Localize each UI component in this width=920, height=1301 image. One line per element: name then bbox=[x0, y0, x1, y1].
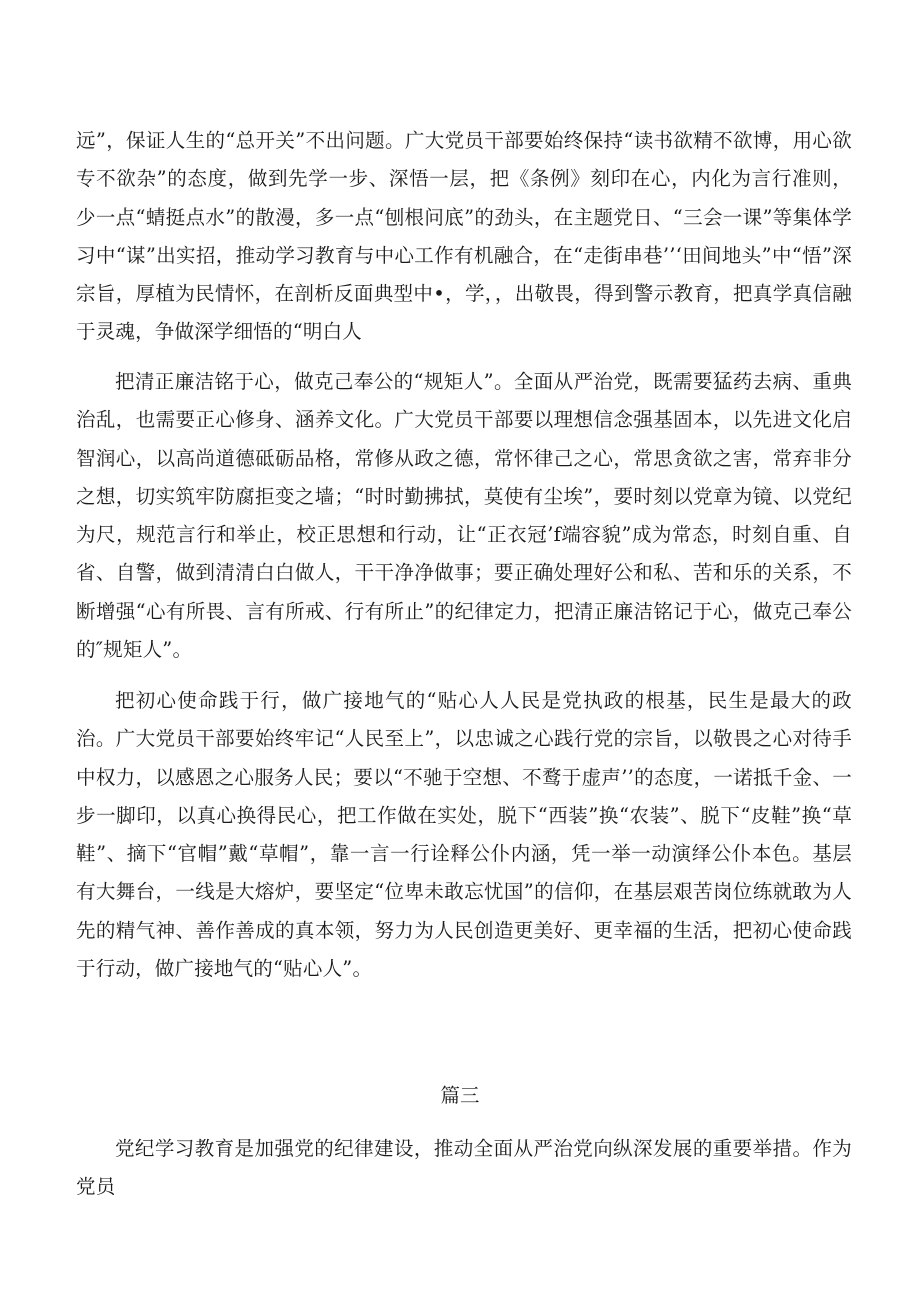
paragraph-1: 远”，保证人生的“总开关”不出问题。广大党员干部要始终保持“读书欲精不欲博，用心欲专不欲杂”的态度，做到先学一步、深悟一层，把《条例》刻印在心，内化为言行准则，少一点“蜻挺点水”的散漫，多一点“刨根问底”的劲头，在主题党日、“三会一课”等集体学习中“谋”出实招，推动学习教育与中心工作有机融合，在“走街串巷’’‘田间地头”中“悟”深宗旨，厚植为民情怀，在剖析反面典型中•，学，，出敬畏，得到警示教育，把真学真信融于灵魂，争做深学细悟的“明白人 bbox=[76, 129, 852, 344]
paragraph-2: 把清正廉洁铭于心，做克己奉公的“规矩人”。全面从严治党，既需要猛药去病、重典治乱，也需要正心修身、涵养文化。广大党员干部要以理想信念强基固本，以先进文化启智润心，以高尚道德砥砺品格，常修从政之德，常怀律己之心，常思贪欲之害，常弃非分之想，切实筑牢防腐拒变之墙；“时时勤拂拭，莫使有尘埃”，要时刻以党章为镜、以党纪为尺，规范言行和举止，校正思想和行动，让“正衣冠’f端容貌”成为常态，时刻自重、自省、自警，做到清清白白做人，干干净净做事；要正确处理好公和私、苦和乐的关系，不断增强“心有所畏、言有所戒、行有所止”的纪律定力，把清正廉洁铭记于心，做克己奉公的″规矩人”。 bbox=[76, 370, 852, 662]
paragraph-3: 把初心使命践于行，做广接地气的“贴心人人民是党执政的根基，民生是最大的政治。广大党员干部要始终牢记“人民至上”，以忠诚之心践行党的宗旨，以敬畏之心对待手中权力，以感恩之心服务人民；要以“不驰于空想、不鹜于虚声’’的态度，一诺抵千金、一步一脚印，以真心换得民心，把工作做在实处，脱下“西装”换“农装”、脱下“皮鞋”换“草鞋”、摘下“官帽”戴“草帽”，靠一言一行诠释公仆内涵，凭一举一动演绎公仆本色。基层有大舞台，一线是大熔炉，要坚定“位卑未敢忘忧国”的信仰，在基层艰苦岗位练就敢为人先的精气神、善作善成的真本领，努力为人民创造更美好、更幸福的生活，把初心使命践于行动，做广接地气的“贴心人”。 bbox=[76, 689, 852, 981]
section-heading: 篇三 bbox=[440, 1084, 480, 1107]
paragraph-4: 党纪学习教育是加强党的纪律建设，推动全面从严治党向纵深发展的重要举措。作为党员 bbox=[76, 1137, 852, 1199]
